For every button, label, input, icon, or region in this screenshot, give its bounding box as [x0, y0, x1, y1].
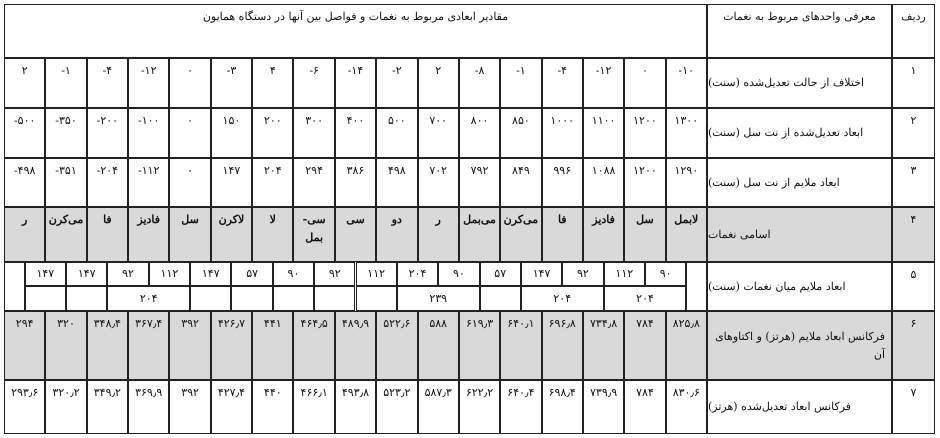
header-radif: ردیف [892, 4, 935, 58]
value-cell: ۴ [252, 58, 293, 108]
value-cell: فا [87, 207, 128, 262]
interval-cell: ۵۷ [480, 262, 521, 286]
value-cell: می‌کرن [45, 207, 86, 262]
value-cell: -۲۰۰ [87, 108, 128, 158]
row-number: ۱ [892, 58, 935, 108]
interval-cell: ۱۴۷ [25, 262, 66, 286]
value-cell: ۲۹۳٫۶ [4, 380, 45, 434]
row-label: فرکانس ابعاد ملایم (هرتز) و اکتاوهای آن [707, 311, 892, 380]
row-label: اسامی نغمات [707, 207, 892, 262]
value-cell: ۸۴۹ [500, 158, 541, 207]
row-number: ۲ [892, 108, 935, 158]
value-cell: ۱۲۰۰ [624, 158, 665, 207]
value-cell: ۶۴۰٫۱ [500, 311, 541, 380]
value-cell: ۵۲۲٫۶ [376, 311, 417, 380]
value-cell: ۷۰۰ [418, 108, 459, 158]
value-cell: ۲ [4, 58, 45, 108]
value-cell: ۵۸۷٫۳ [418, 380, 459, 434]
interval-group-sum: ۲۳۹ [397, 286, 480, 311]
row-number: ۴ [892, 207, 935, 262]
value-cell: ۴۴۰ [252, 380, 293, 434]
interval-blank [480, 286, 521, 311]
value-cell: لابمل [666, 207, 707, 262]
value-cell: ۱۲۰۰ [624, 108, 665, 158]
value-cell: ۸۳۰٫۶ [666, 380, 707, 434]
value-cell: -۸ [459, 58, 500, 108]
value-cell: -۱۴ [335, 58, 376, 108]
value-cell: ۷۳۹٫۹ [583, 380, 624, 434]
value-cell: ۳۹۲ [169, 380, 210, 434]
value-cell: -۴۹۸ [4, 158, 45, 207]
header-title: مقادیر ابعادی مربوط به نغمات و فواصل بین آنها در دستگاه همایون [4, 4, 707, 58]
interval-cell: ۵۷ [231, 262, 272, 286]
value-cell: سل [624, 207, 665, 262]
value-cell: ۱۱۰۰ [583, 108, 624, 158]
interval-blank [356, 286, 397, 311]
row-label: ابعاد ملایم از نت سل (سنت) [707, 158, 892, 207]
interval-cell: ۱۱۲ [604, 262, 645, 286]
interval-cell: ۲۰۴ [397, 262, 438, 286]
interval-cell: ۱۱۲ [149, 262, 190, 286]
interval-group-sum: ۲۰۴ [604, 286, 687, 311]
value-cell: ۳۲۰ [45, 311, 86, 380]
value-cell: ۴۹۸ [376, 158, 417, 207]
interval-blank [314, 286, 355, 311]
interval-blank [25, 286, 66, 311]
value-cell: ۲۰۰ [252, 108, 293, 158]
interval-cell: ۱۴۷ [190, 262, 231, 286]
row-label: ابعاد ملایم میان نغمات (سنت) [707, 262, 892, 311]
interval-blank [231, 286, 272, 311]
interval-group-sum: ۲۰۴ [521, 286, 604, 311]
value-cell: -۱۲ [128, 58, 169, 108]
value-cell: فادیز [583, 207, 624, 262]
value-cell: ۰ [169, 108, 210, 158]
interval-cell: ۹۰ [645, 262, 686, 286]
value-cell: ۴۲۷٫۴ [211, 380, 252, 434]
row-label: ابعاد تعدیل‌شده از نت سل (سنت) [707, 108, 892, 158]
value-cell: -۱ [500, 58, 541, 108]
interval-cell: ۱۴۷ [521, 262, 562, 286]
row-label: فرکانس ابعاد تعدیل‌شده (هرتز) [707, 380, 892, 434]
interval-cell: ۹۲ [314, 262, 355, 286]
value-cell: ۶۹۸٫۴ [542, 380, 583, 434]
interval-blank [190, 286, 231, 311]
value-cell: ۶۱۹٫۳ [459, 311, 500, 380]
dastgah-homayoun-table [4, 4, 935, 434]
row-number: ۵ [892, 262, 935, 311]
value-cell: ۰ [169, 58, 210, 108]
value-cell: -۳۵۱ [45, 158, 86, 207]
interval-pad [686, 262, 707, 311]
value-cell: -۴ [542, 58, 583, 108]
value-cell: ۰ [624, 58, 665, 108]
value-cell: ۱۰۸۸ [583, 158, 624, 207]
value-cell: سل [169, 207, 210, 262]
value-cell: ۱۰۰۰ [542, 108, 583, 158]
interval-blank [273, 286, 314, 311]
value-cell: لاکرن [211, 207, 252, 262]
value-cell: ۹۹۶ [542, 158, 583, 207]
value-cell: -۳ [211, 58, 252, 108]
value-cell: -۳۵۰ [45, 108, 86, 158]
value-cell: ۷۰۲ [418, 158, 459, 207]
value-cell: ۷۸۴ [624, 380, 665, 434]
value-cell: ۳۶۹٫۹ [128, 380, 169, 434]
row-number: ۶ [892, 311, 935, 380]
value-cell: ۸۰۰ [459, 108, 500, 158]
value-cell: ر [4, 207, 45, 262]
value-cell: -۲ [376, 58, 417, 108]
value-cell: ۶۴۰٫۴ [500, 380, 541, 434]
interval-pad [4, 262, 25, 311]
value-cell: ۲ [418, 58, 459, 108]
value-cell: -۱۰ [666, 58, 707, 108]
value-cell: ۴۰۰ [335, 108, 376, 158]
value-cell: فادیز [128, 207, 169, 262]
value-cell: ۴۲۶٫۷ [211, 311, 252, 380]
value-cell: ۴۸۹٫۹ [335, 311, 376, 380]
value-cell: ۶۹۶٫۸ [542, 311, 583, 380]
header-units: معرفی واحدهای مربوط به نغمات [707, 4, 892, 58]
row-number: ۷ [892, 380, 935, 434]
value-cell: -۱۲ [583, 58, 624, 108]
value-cell: -۴ [87, 58, 128, 108]
interval-cell: ۹۰ [438, 262, 479, 286]
value-cell: دو [376, 207, 417, 262]
value-cell: ۶۲۲٫۲ [459, 380, 500, 434]
value-cell: ۵۰۰ [376, 108, 417, 158]
interval-cell: ۱۴۷ [66, 262, 107, 286]
value-cell: ۸۵۰ [500, 108, 541, 158]
value-cell: سی-بمل [293, 207, 334, 262]
interval-cell: ۹۲ [107, 262, 148, 286]
value-cell: لا [252, 207, 293, 262]
value-cell: ر [418, 207, 459, 262]
value-cell: می‌بمل [459, 207, 500, 262]
interval-blank [66, 286, 107, 311]
value-cell: ۷۸۴ [624, 311, 665, 380]
value-cell: سی [335, 207, 376, 262]
value-cell: ۵۲۳٫۲ [376, 380, 417, 434]
value-cell: می‌کرن [500, 207, 541, 262]
value-cell: -۶ [293, 58, 334, 108]
interval-cell: ۱۱۲ [356, 262, 397, 286]
row-label: اختلاف از حالت تعدیل‌شده (سنت) [707, 58, 892, 108]
value-cell: ۳۶۷٫۴ [128, 311, 169, 380]
value-cell: ۲۰۴ [252, 158, 293, 207]
value-cell: ۳۲۰٫۲ [45, 380, 86, 434]
value-cell: ۵۸۸ [418, 311, 459, 380]
value-cell: ۳۹۲ [169, 311, 210, 380]
value-cell: فا [542, 207, 583, 262]
value-cell: ۴۴۱ [252, 311, 293, 380]
value-cell: ۳۰۰ [293, 108, 334, 158]
value-cell: ۴۶۶٫۱ [293, 380, 334, 434]
value-cell: ۱۲۹۰ [666, 158, 707, 207]
value-cell: -۱۰۰ [128, 108, 169, 158]
value-cell: ۱۴۷ [211, 158, 252, 207]
value-cell: ۲۹۴ [4, 311, 45, 380]
value-cell: -۵۰۰ [4, 108, 45, 158]
interval-cell: ۹۲ [562, 262, 603, 286]
value-cell: ۲۹۴ [293, 158, 334, 207]
row-number: ۳ [892, 158, 935, 207]
value-cell: ۴۶۴٫۵ [293, 311, 334, 380]
value-cell: ۰ [169, 158, 210, 207]
value-cell: -۱ [45, 58, 86, 108]
value-cell: -۲۰۴ [87, 158, 128, 207]
value-cell: ۳۸۶ [335, 158, 376, 207]
value-cell: ۳۴۹٫۲ [87, 380, 128, 434]
value-cell: -۱۱۲ [128, 158, 169, 207]
interval-group-sum: ۲۰۴ [107, 286, 190, 311]
value-cell: ۴۹۳٫۸ [335, 380, 376, 434]
value-cell: ۳۴۸٫۴ [87, 311, 128, 380]
value-cell: ۱۳۰۰ [666, 108, 707, 158]
interval-cell: ۹۰ [273, 262, 314, 286]
value-cell: ۸۲۵٫۸ [666, 311, 707, 380]
value-cell: ۷۹۲ [459, 158, 500, 207]
value-cell: ۷۳۴٫۸ [583, 311, 624, 380]
value-cell: ۱۵۰ [211, 108, 252, 158]
